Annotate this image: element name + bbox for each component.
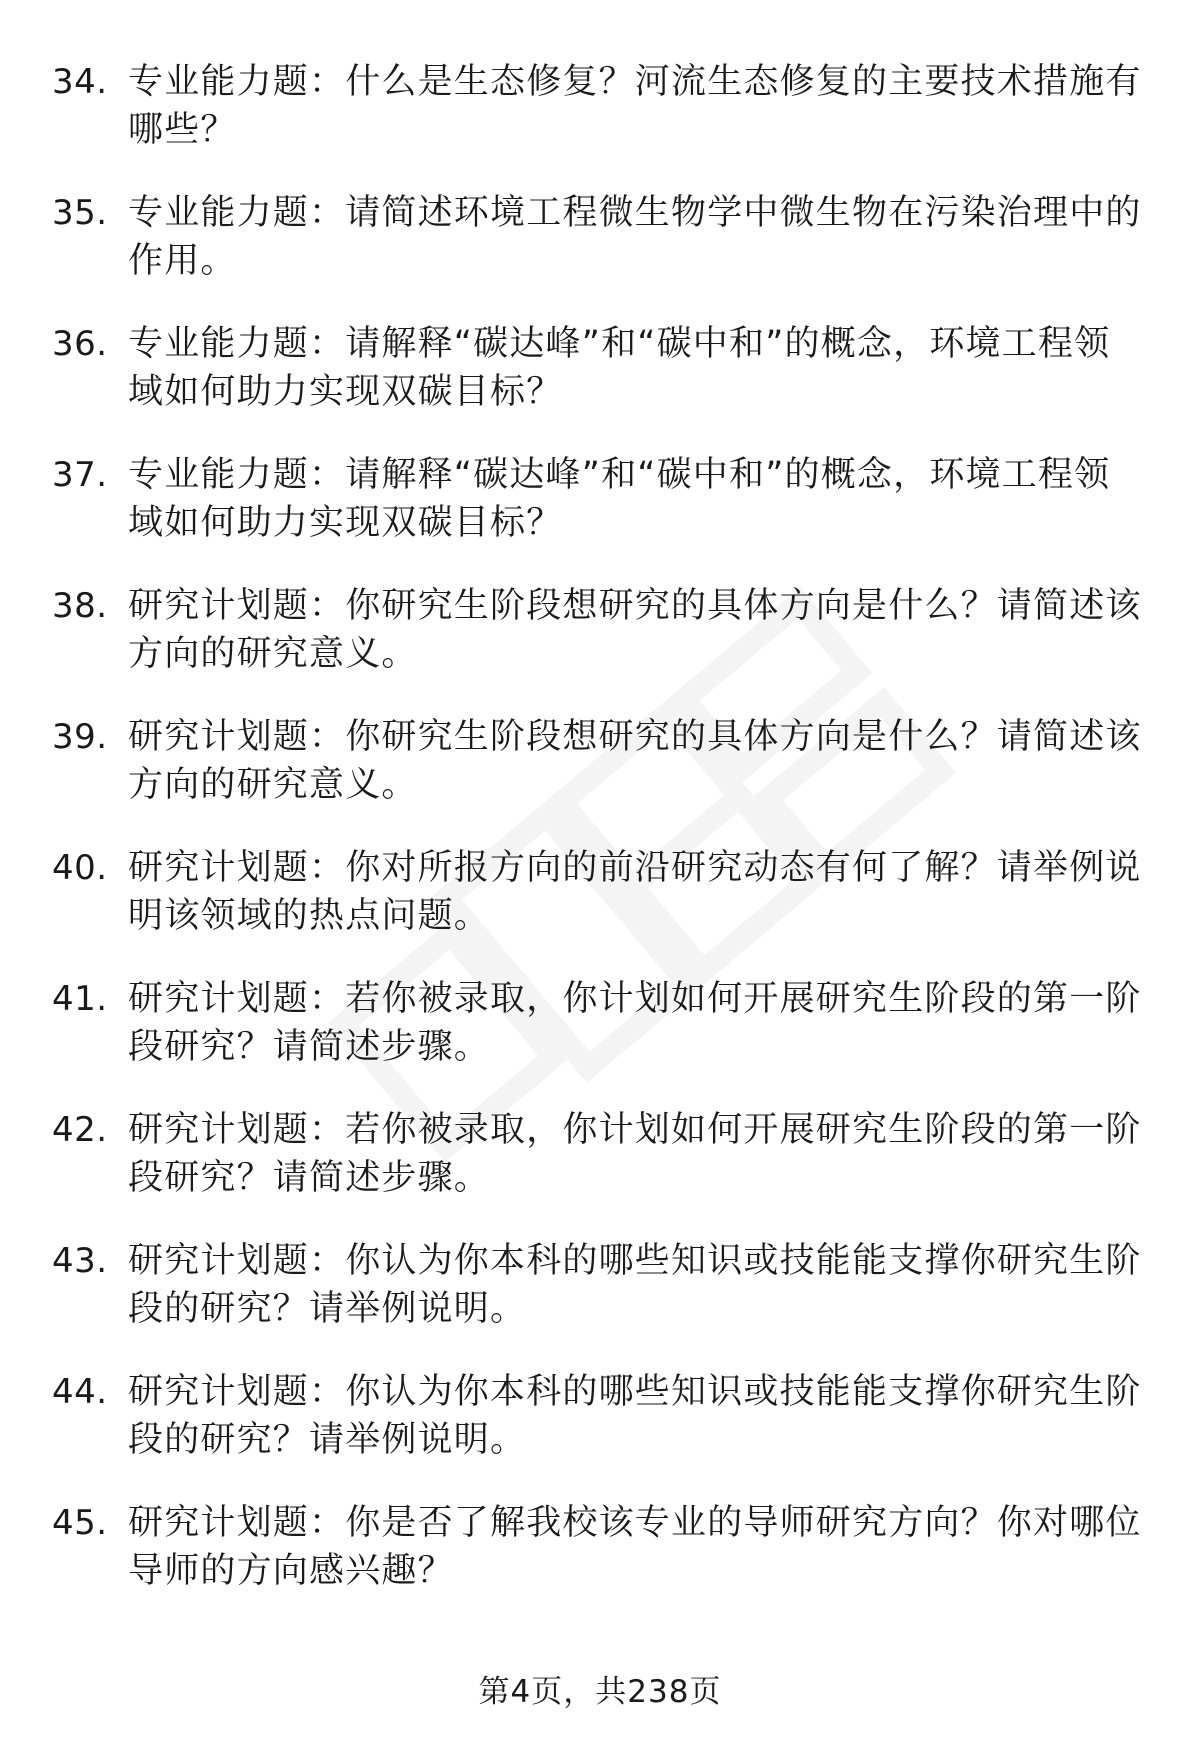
question-text: 专业能力题：请解释“碳达峰”和“碳中和”的概念，环境工程领域如何助力实现双碳目标？ bbox=[128, 324, 1111, 412]
question-text: 研究计划题：你研究生阶段想研究的具体方向是什么？请简述该方向的研究意义。 bbox=[128, 586, 1142, 674]
list-item bbox=[52, 844, 1142, 975]
question-text: 研究计划题：你研究生阶段想研究的具体方向是什么？请简述该方向的研究意义。 bbox=[128, 717, 1142, 805]
list-item bbox=[52, 320, 1142, 451]
list-item bbox=[52, 582, 1142, 713]
question-text: 研究计划题：你对所报方向的前沿研究动态有何了解？请举例说明该领域的热点问题。 bbox=[128, 848, 1142, 936]
question-text: 专业能力题：请简述环境工程微生物学中微生物在污染治理中的作用。 bbox=[128, 193, 1142, 281]
question-text: 研究计划题：你是否了解我校该专业的导师研究方向？你对哪位导师的方向感兴趣？ bbox=[128, 1503, 1142, 1591]
list-item bbox=[52, 1368, 1142, 1499]
question-text: 专业能力题：什么是生态修复？河流生态修复的主要技术措施有哪些？ bbox=[128, 62, 1142, 150]
question-text: 研究计划题：你认为你本科的哪些知识或技能能支撑你研究生阶段的研究？请举例说明。 bbox=[128, 1241, 1142, 1329]
list-item bbox=[52, 451, 1142, 582]
question-number: 43. bbox=[52, 1241, 108, 1281]
list-item bbox=[52, 58, 1142, 189]
question-number: 40. bbox=[52, 848, 108, 888]
question-text: 研究计划题：若你被录取，你计划如何开展研究生阶段的第一阶段研究？请简述步骤。 bbox=[128, 1110, 1142, 1198]
list-item bbox=[52, 975, 1142, 1106]
page-footer: 第4页，共238页 bbox=[478, 1674, 722, 1710]
question-number: 42. bbox=[52, 1110, 108, 1150]
list-item bbox=[52, 1499, 1142, 1630]
list-item bbox=[52, 189, 1142, 320]
question-number: 36. bbox=[52, 324, 108, 364]
question-number: 38. bbox=[52, 586, 108, 626]
question-list bbox=[52, 58, 1142, 1630]
question-text: 研究计划题：你认为你本科的哪些知识或技能能支撑你研究生阶段的研究？请举例说明。 bbox=[128, 1372, 1142, 1460]
question-number: 39. bbox=[52, 717, 108, 757]
question-text: 专业能力题：请解释“碳达峰”和“碳中和”的概念，环境工程领域如何助力实现双碳目标？ bbox=[128, 455, 1111, 543]
question-number: 44. bbox=[52, 1372, 108, 1412]
question-number: 34. bbox=[52, 62, 108, 102]
list-item bbox=[52, 1106, 1142, 1237]
question-number: 45. bbox=[52, 1503, 108, 1543]
question-number: 35. bbox=[52, 193, 108, 233]
question-number: 41. bbox=[52, 979, 108, 1019]
list-item bbox=[52, 713, 1142, 844]
question-text: 研究计划题：若你被录取，你计划如何开展研究生阶段的第一阶段研究？请简述步骤。 bbox=[128, 979, 1142, 1067]
question-number: 37. bbox=[52, 455, 108, 495]
list-item bbox=[52, 1237, 1142, 1368]
